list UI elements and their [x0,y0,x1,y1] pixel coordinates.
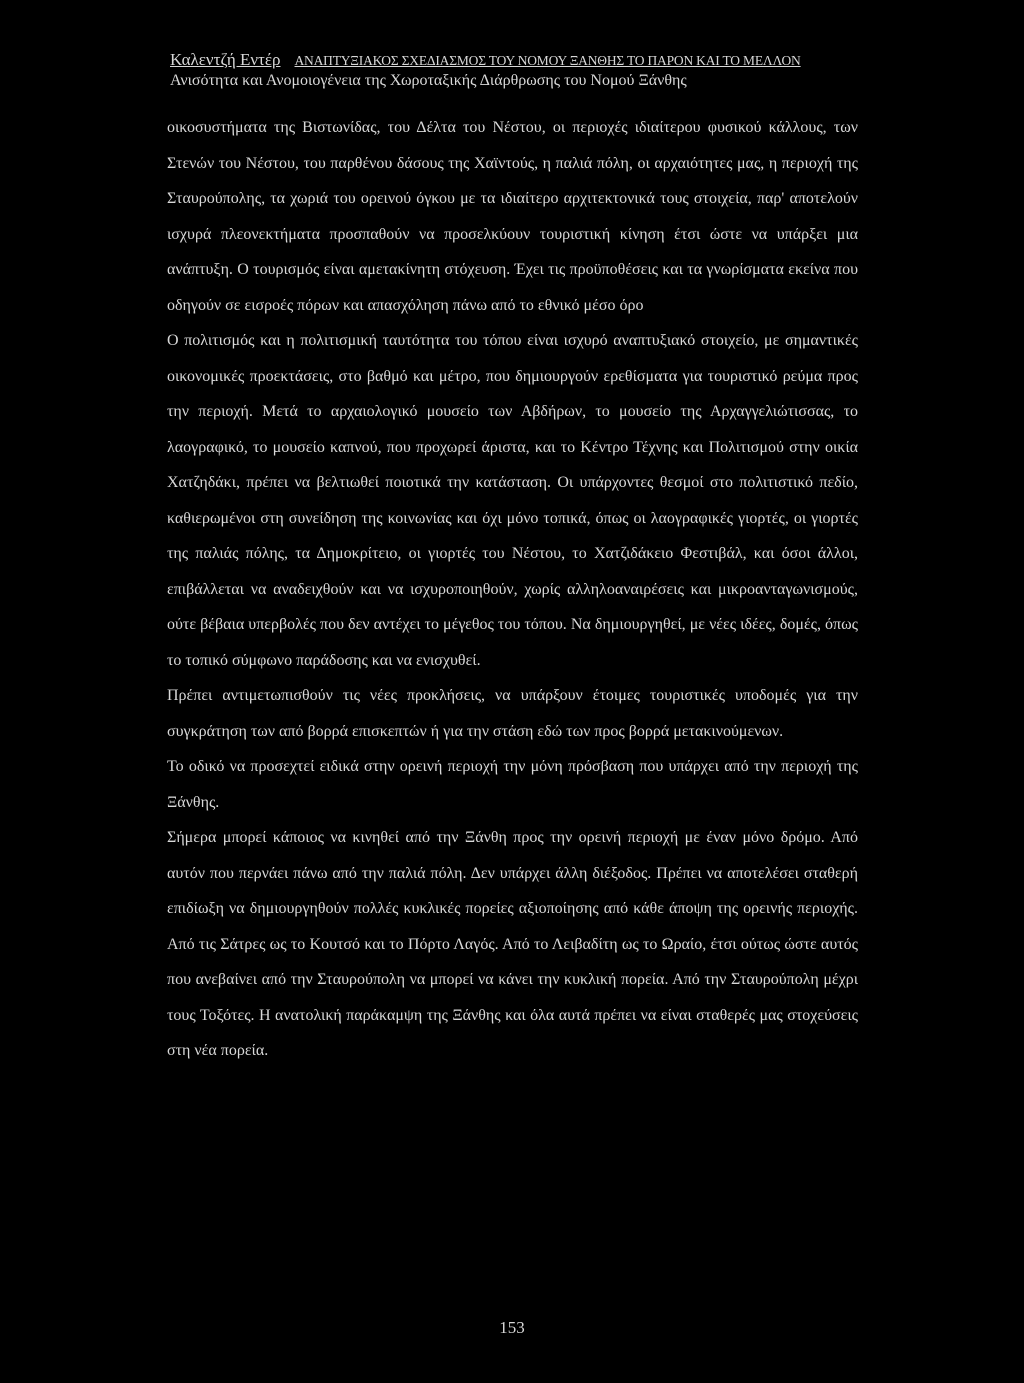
page-header [170,50,870,91]
header-subtitle: Ανισότητα και Ανομοιογένεια της Χωροταξικής Διάρθρωσης του Νομού Ξάνθης [170,72,687,89]
header-title: ΑΝΑΠΤΥΞΙΑΚΟΣ ΣΧΕΔΙΑΣΜΟΣ ΤΟΥ ΝΟΜΟΥ ΞΑΝΘΗΣ ΤΟ ΠΑΡΟΝ ΚΑΙ ΤΟ ΜΕΛΛΟΝ [294,53,801,68]
header-line [170,50,870,71]
paragraph: Πρέπει αντιμετωπισθούν τις νέες προκλήσεις, να υπάρξουν έτοιμες τουριστικές υποδομές για την συγκράτηση των από βορρά επισκεπτών ή για την στάση εδώ των προς βορρά μετακινούμενων. [167,687,858,740]
paragraph: οικοσυστήματα της Βιστωνίδας, του Δέλτα του Νέστου, οι περιοχές ιδιαίτερου φυσικού κάλλους, των Στενών του Νέστου, του παρθένου δάσους της Χαϊντούς, η παλιά πόλη, οι αρχαιότητες μας, η περιοχή της Σταυρούπολης, τα χωριά του ορεινού όγκου με τα ιδιαίτερο αρχιτεκτονικά τους στοιχεία, παρ' αποτελούν ισχυρά πλεονεκτήματα προσπαθούν να προσελκύουν τουριστική κίνηση έτσι ώστε να υπάρξει μια ανάπτυξη. Ο τουρισμός είναι αμετακίνητη στόχευση. Έχει τις προϋποθέσεις και τα γνωρίσματα εκείνα που οδηγούν σε εισροές πόρων και απασχόληση πάνω από το εθνικό μέσο όρο [167,119,858,314]
header-author: Καλεντζή Εντέρ [170,50,281,69]
body-text [167,110,858,1069]
paragraph: Σήμερα μπορεί κάποιος να κινηθεί από την Ξάνθη προς την ορεινή περιοχή με έναν μόνο δρόμο. Από αυτόν που περνάει πάνω από την παλιά πόλη. Δεν υπάρχει άλλη διέξοδος. Πρέπει να αποτελέσει σταθερή επιδίωξη να δημιουργηθούν πολλές κυκλικές πορείες αξιοποίησης από κάθε άποψη της ορεινής περιοχής. Από τις Σάτρες ως το Κουτσό και το Πόρτο Λαγός. Από το Λειβαδίτη ως το Ωραίο, έτσι ούτως ώστε αυτός που ανεβαίνει από την Σταυρούπολη να μπορεί να κάνει την κυκλική πορεία. Από την Σταυρούπολη μέχρι τους Τοξότες. Η ανατολική παράκαμψη της Ξάνθης και όλα αυτά πρέπει να είναι σταθερές μας στοχεύσεις στη νέα πορεία. [167,829,858,1059]
page-number: 153 [499,1318,525,1337]
paragraph: Ο πολιτισμός και η πολιτισμική ταυτότητα του τόπου είναι ισχυρό αναπτυξιακό στοιχείο, με σημαντικές οικονομικές προεκτάσεις, στο βαθμό και μέτρο, που δημιουργούν ερεθίσματα για τουριστικό ρεύμα προς την περιοχή. Μετά το αρχαιολογικό μουσείο των Αβδήρων, το μουσείο της Αρχαγγελιώτισσας, το λαογραφικό, το μουσείο καπνού, που προχωρεί άριστα, και το Κέντρο Τέχνης και Πολιτισμού στην οικία Χατζηδάκι, πρέπει να βελτιωθεί ποιοτικά την κατάσταση. Οι υπάρχοντες θεσμοί στο πολιτιστικό πεδίο, καθιερωμένοι στη συνείδηση της κοινωνίας και όχι μόνο τοπικά, όπως οι λαογραφικές γιορτές, οι γιορτές της παλιάς πόλης, τα Δημοκρίτειο, οι γιορτές του Νέστου, το Χατζιδάκειο Φεστιβάλ, και όσοι άλλοι, επιβάλλεται να αναδειχθούν και να ισχυροποιηθούν, χωρίς αλληλοαναιρέσεις και μικροανταγωνισμούς, ούτε βέβαια υπερβολές που δεν αντέχει το μέγεθος του τόπου. Να δημιουργηθεί, με νέες ιδέες, δομές, όπως το τοπικό σύμφωνο παράδοσης και να ενισχυθεί. [167,332,858,669]
paragraph: Το οδικό να προσεχτεί ειδικά στην ορεινή περιοχή την μόνη πρόσβαση που υπάρχει από την περιοχή της Ξάνθης. [167,758,858,811]
